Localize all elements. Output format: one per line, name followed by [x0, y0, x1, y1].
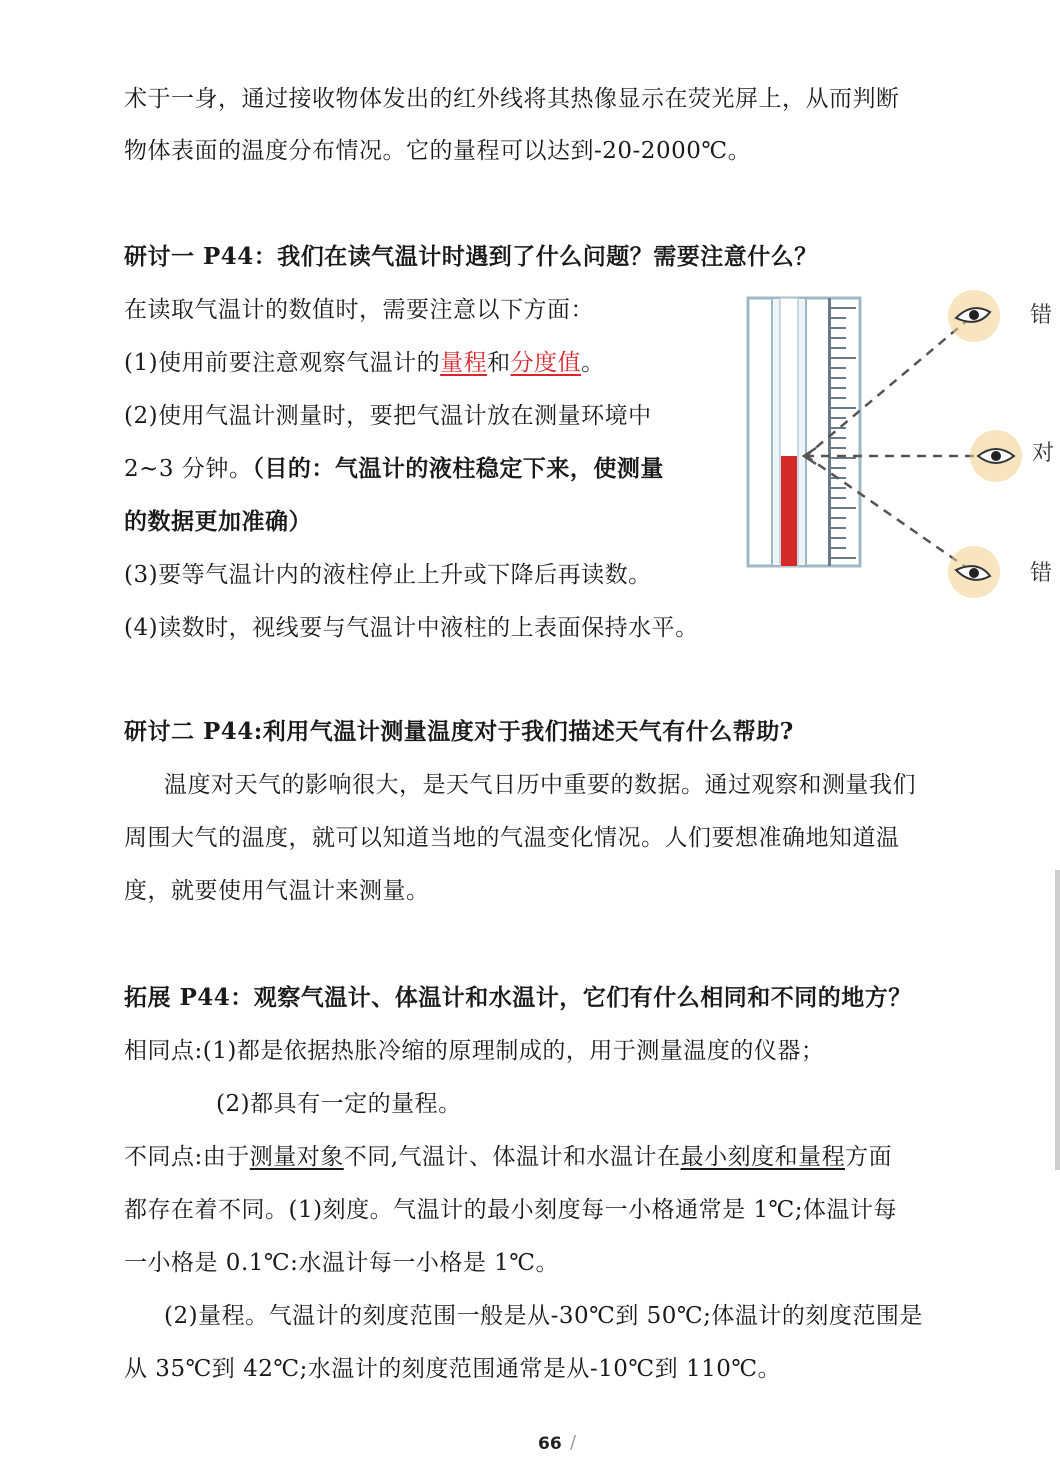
- section1-heading: 研讨一 P44：我们在读气温计时遇到了什么问题？需要注意什么？: [124, 243, 818, 270]
- section1-item4: (4)读数时，视线要与气温计中液柱的上表面保持水平。: [124, 615, 699, 641]
- eye-middle-icon: [970, 430, 1022, 482]
- eye-top-icon: [948, 290, 1000, 342]
- section1-item3: (3)要等气温计内的液柱停止上升或下降后再读数。: [124, 562, 652, 588]
- item1-end: 。: [581, 350, 605, 376]
- diff-mid: 不同,气温计、体温计和水温计在: [343, 1144, 681, 1170]
- eye-bottom-icon: [948, 546, 1000, 598]
- label-wrong-top: 错: [1030, 303, 1053, 328]
- section1-item2-line1: (2)使用气温计测量时，要把气温计放在测量环境中: [124, 403, 652, 429]
- label-correct: 对: [1032, 441, 1055, 466]
- term-division-value: 分度值: [510, 350, 582, 376]
- section3-same2: (2)都具有一定的量程。: [216, 1091, 462, 1117]
- section2-line3: 度，就要使用气温计来测量。: [124, 878, 430, 904]
- section3-same1: 相同点:(1)都是依据热胀冷缩的原理制成的，用于测量温度的仪器；: [124, 1038, 825, 1064]
- diff-end: 方面: [845, 1144, 893, 1170]
- term-measure-object: 测量对象: [249, 1144, 344, 1170]
- label-wrong-bottom: 错: [1030, 561, 1053, 586]
- intro-line-2: 物体表面的温度分布情况。它的量程可以达到-20-2000℃。: [124, 138, 752, 164]
- liquid-column: [781, 456, 797, 566]
- page-separator: /: [570, 1432, 577, 1453]
- thermometer-reading-figure: [742, 288, 1060, 613]
- scale-line: [828, 298, 831, 566]
- intro-line-1: 术于一身，通过接收物体发出的红外线将其热像显示在荧光屏上，从而判断: [124, 86, 900, 112]
- section3-diff-line3: 一小格是 0.1℃:水温计每一小格是 1℃。: [124, 1250, 560, 1276]
- thermometer-svg: [742, 288, 1060, 613]
- section3-diff-line5: 从 35℃到 42℃;水温计的刻度范围通常是从-10℃到 110℃。: [124, 1356, 782, 1382]
- term-scale-and-range: 最小刻度和量程: [680, 1144, 846, 1170]
- section3-diff-line4: (2)量程。气温计的刻度范围一般是从-30℃到 50℃;体温计的刻度范围是: [164, 1303, 923, 1329]
- item2-prefix: 2~3 分钟。: [124, 456, 253, 482]
- item1-and: 和: [487, 350, 511, 376]
- scrollbar[interactable]: [1055, 870, 1060, 1170]
- page-number: 66: [538, 1434, 562, 1454]
- section1-item2-line3: 的数据更加准确）: [124, 508, 312, 535]
- section3-diff-line1: [124, 1142, 892, 1172]
- section3-heading: 拓展 P44：观察气温计、体温计和水温计，它们有什么相同和不同的地方？: [124, 984, 912, 1011]
- section1-item1: [124, 348, 605, 378]
- section2-line2: 周围大气的温度，就可以知道当地的气温变化情况。人们要想准确地知道温: [124, 825, 900, 851]
- item1-prefix: (1)使用前要注意观察气温计的: [124, 350, 441, 376]
- section2-heading: 研讨二 P44:利用气温计测量温度对于我们描述天气有什么帮助?: [124, 718, 794, 745]
- term-range: 量程: [440, 350, 488, 376]
- section1-lead: 在读取气温计的数值时，需要注意以下方面：: [124, 297, 594, 323]
- section3-diff-line2: 都存在着不同。(1)刻度。气温计的最小刻度每一小格通常是 1℃;体温计每: [124, 1197, 898, 1223]
- section1-item2-line2: [124, 454, 664, 484]
- diff-prefix: 不同点:由于: [124, 1144, 250, 1170]
- item2-purpose: （目的：气温计的液柱稳定下来，使测量: [252, 455, 664, 482]
- section2-line1: 温度对天气的影响很大，是天气日历中重要的数据。通过观察和测量我们: [164, 772, 916, 798]
